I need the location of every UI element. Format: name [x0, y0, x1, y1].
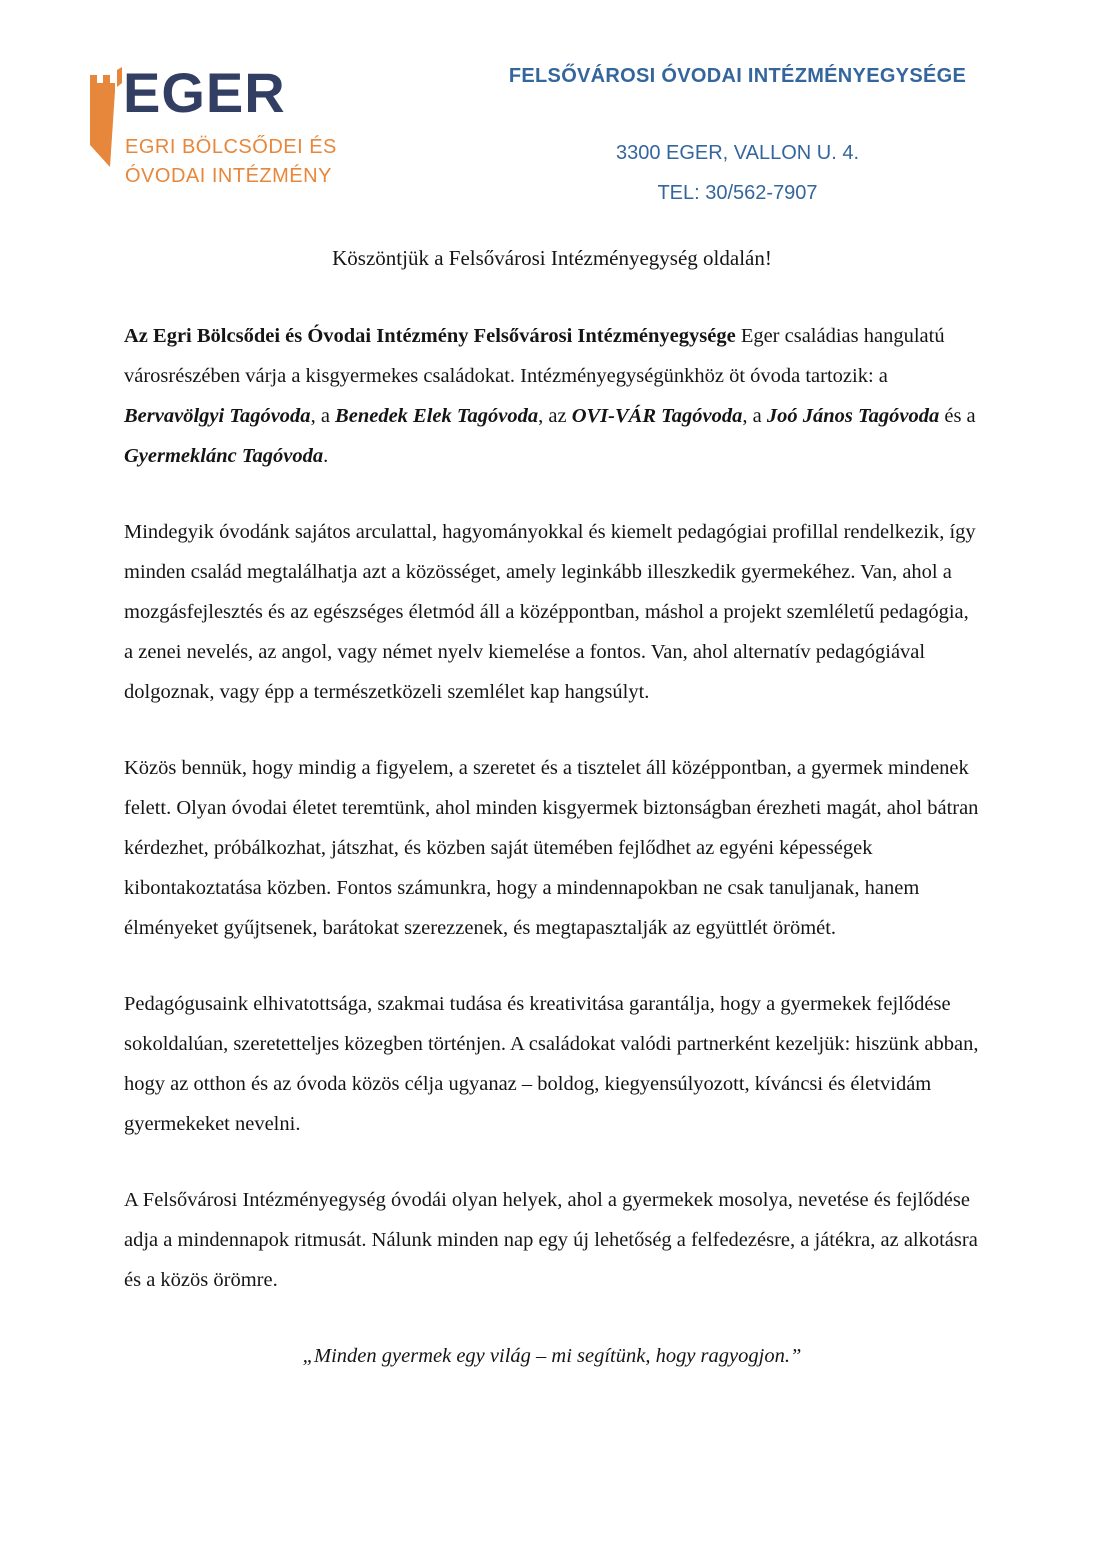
intro-separator: , a	[742, 405, 767, 427]
phone-line: TEL: 30/562-7907	[657, 182, 818, 204]
paragraph-profiles: Mindegyik óvodánk sajátos arculattal, hagyományokkal és kiemelt pedagógiai profillal rendelkezik, így minden család megtalálhatja azt a közösséget, amely leginkább illeszkedik gyermekéhez. Van, ahol a mozgásfejlesztés és az egészséges életmód áll a középpontban, máshol a projekt szemléletű pedagógia, a zenei nevelés, az angol, vagy német nyelv kiemelése a fontos. Van, ahol alternatív pedagógiával dolgoznak, vagy épp a természetközeli szemlélet kap hangsúlyt.	[124, 521, 976, 703]
intro-separator: és a	[939, 405, 976, 427]
kindergarten-name-joo-janos: Joó János Tagóvoda	[766, 405, 940, 427]
page-title: Köszöntjük a Felsővárosi Intézményegység oldalán!	[332, 246, 772, 270]
paragraph-closing: A Felsővárosi Intézményegység óvodái olyan helyek, ahol a gyermekek mosolya, nevetése és fejlődése adja a mindennapok ritmusát. Nálunk minden nap egy új lehetőség a felfedezésre, a játékra, az alkotásra és a közös örömre.	[124, 1189, 978, 1291]
kindergarten-name-gyermeklanc: Gyermeklánc Tagóvoda	[124, 445, 324, 467]
unit-name: FELSŐVÁROSI ÓVODAI INTÉZMÉNYEGYSÉGE	[508, 65, 967, 87]
kindergarten-name-benedek-elek: Benedek Elek Tagóvoda	[335, 405, 539, 427]
eger-castle-icon	[88, 67, 122, 174]
contact-block	[450, 64, 1025, 213]
paragraph-teachers: Pedagógusaink elhivatottsága, szakmai tudása és kreativitása garantálja, hogy a gyermekek fejlődése sokoldalúan, szeretetteljes közegben történjen. A családokat valódi partnerként kezeljük: hiszünk abban, hogy az otthon és az óvoda közös célja ugyanaz – boldog, kiegyensúlyozott, kíváncsi és életvidám gyermekeket nevelni.	[124, 993, 979, 1135]
contact-address	[450, 133, 1025, 213]
intro-bold-lead: Az Egri Bölcsődei és Óvodai Intézmény Felsővárosi Intézményegysége	[124, 325, 736, 347]
logo-tagline-line1: EGRI BÖLCSŐDEI ÉS	[125, 136, 337, 158]
paragraph-common-values: Közös bennük, hogy mindig a figyelem, a szeretet és a tisztelet áll középpontban, a gyermek mindenek felett. Olyan óvodai életet teremtünk, ahol minden kisgyermek biztonságban érezheti magát, ahol bátran kérdezhet, próbálkozhat, játszhat, és közben saját ütemében fejlődhet az egyéni képességek kibontakoztatása közben. Fontos számunkra, hogy a mindennapokban ne csak tanuljanak, hanem élményeket gyűjtsenek, barátokat szerezzenek, és megtapasztalják az együttlét örömét.	[124, 757, 979, 939]
institution-logo	[88, 58, 388, 208]
intro-separator: , a	[310, 405, 336, 427]
document-body	[124, 316, 980, 1412]
kindergarten-name-bervavolgyi: Bervavölgyi Tagóvoda	[124, 405, 311, 427]
logo-tagline-line2: ÓVODAI INTÉZMÉNY	[125, 165, 332, 187]
paragraph-intro	[124, 316, 980, 476]
motto-quote: „Minden gyermek egy világ – mi segítünk, hogy ragyogjon.”	[302, 1345, 802, 1367]
intro-text: Eger családias hangulatú városrészében várja a kisgyermekes családokat. Intézményegységünkhöz öt óvoda tartozik: a	[124, 325, 945, 387]
logo-tagline	[125, 133, 337, 191]
intro-separator: , az	[538, 405, 572, 427]
intro-period: .	[323, 445, 329, 467]
address-line: 3300 EGER, VALLON U. 4.	[615, 142, 860, 164]
kindergarten-name-ovi-var: OVI-VÁR Tagóvoda	[571, 405, 743, 427]
logo-wordmark: EGER	[123, 61, 286, 124]
